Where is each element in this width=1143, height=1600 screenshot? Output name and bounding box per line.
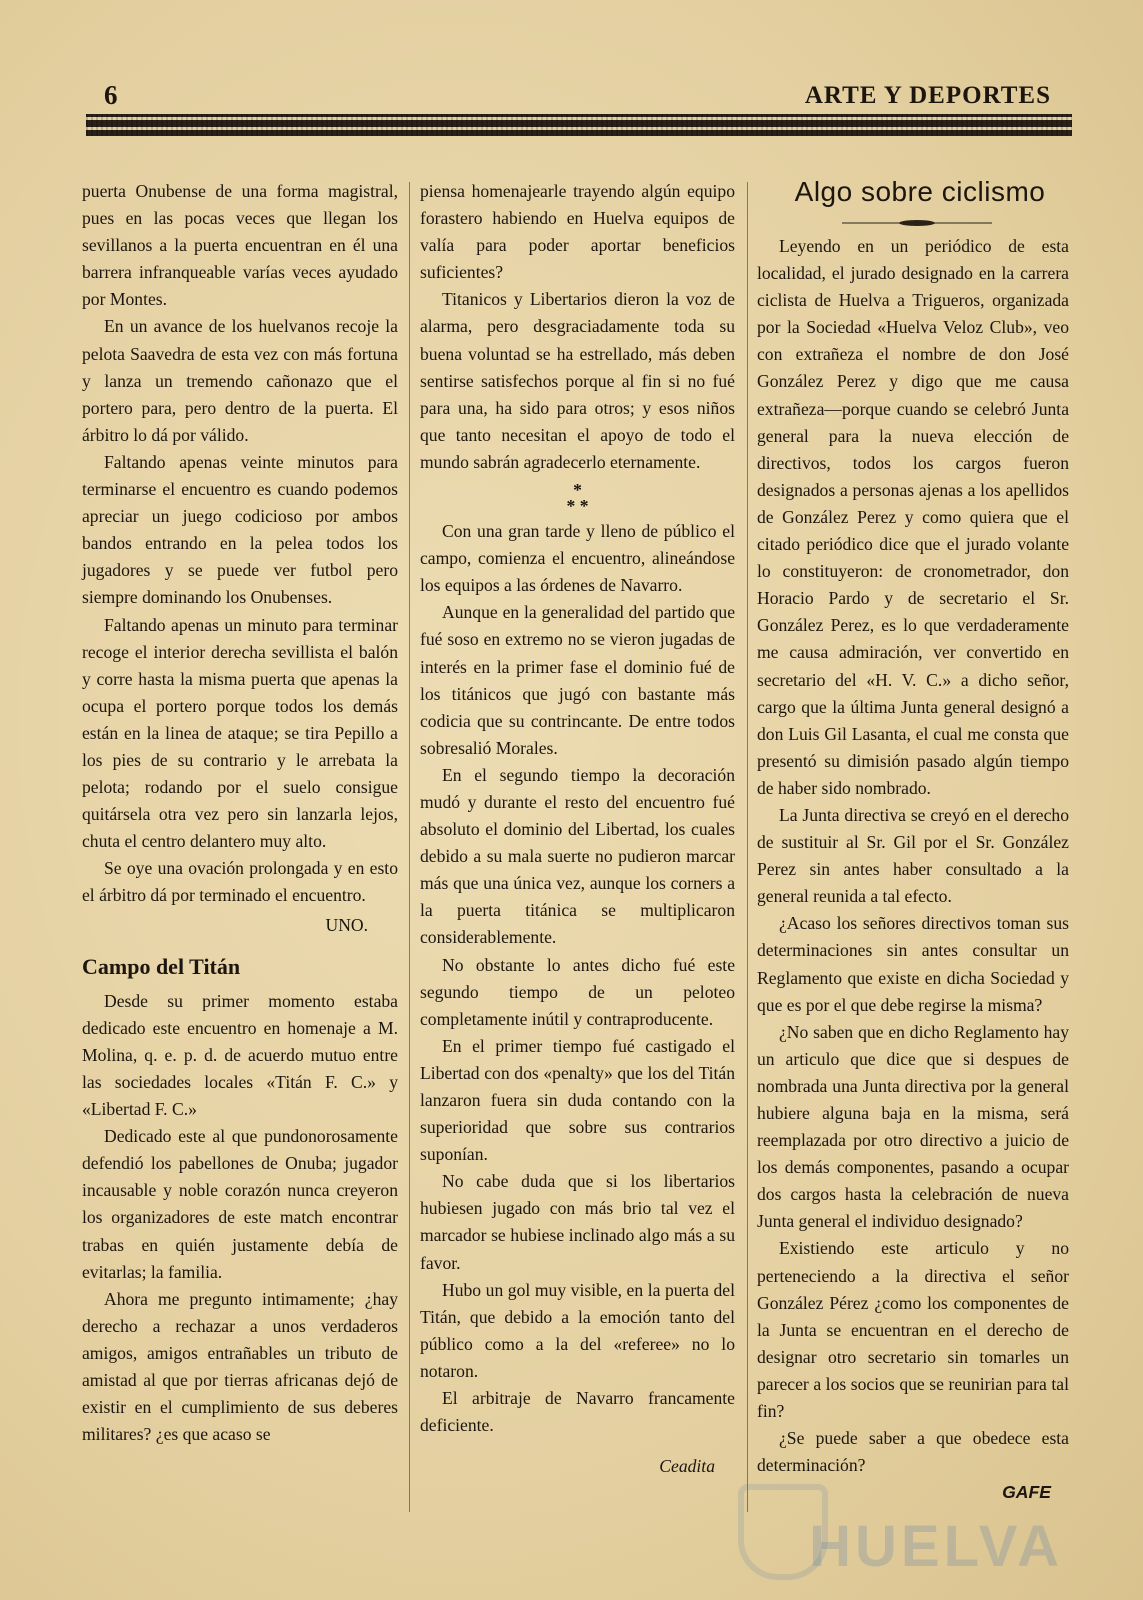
paragraph: ¿Se puede saber a que obedece esta determinación? — [757, 1428, 1069, 1476]
paragraph: Leyendo en un periódico de esta localidad, el jurado designado en la carrera ciclista de Huelva a Trigueros, organizada por la Sociedad «Huelva Veloz Club», veo con extrañeza el nombre de don José González Perez y digo que me causa extrañeza—porque cuando se celebró Junta general para la nueva elección de directivos, todos los cargos fueron designados a personas ajenas a los apellidos de González Perez y como quiera que el citado periódico dice que el jurado volante lo constituyeron: de cronometrador, don Horacio Pardo y de secretario el Sr. González Perez, es lo que verdaderamente me causa admiración, ver convertido en secretario del «H. V. C.» a dicho señor, cargo que la última Junta general designó a don Luis Gil Lasanta, el cual me consta que presentó su dimisión pasado algún tiempo de haber sido nombrado. — [757, 236, 1069, 798]
paragraph: Existiendo este articulo y no perteneciendo a la directiva el señor González Pérez ¿como los componentes de la Junta se encuentran en el derecho de designar otro secretario sin tomarles un parecer a los socios que se reunirian para tal fin? — [757, 1238, 1069, 1422]
watermark-text: HUELVA — [809, 1514, 1063, 1579]
paragraph: Titanicos y Libertarios dieron la voz de alarma, pero desgraciadamente toda su buena voluntad se ha estrellado, más deben sentirse satisfechos porque al fin si no fué para una, ha sido para otros; y esos niños que tanto necesitan el apoyo de todo el mundo sabrán agradecerlo eternamente. — [420, 289, 735, 472]
header-rule — [86, 114, 1072, 136]
paragraph: Dedicado este al que pundonorosamente defendió los pabellones de Onuba; jugador incausable y noble corazón nunca creyeron los organizadores de este match encontrar trabas en quién justamente debía de evitarlas; la familia. — [82, 1126, 398, 1282]
paragraph: En el primer tiempo fué castigado el Libertad con dos «penalty» que los del Titán lanzaron fuera sin duda contando con la superioridad que sobre sus contrarios suponían. — [420, 1035, 735, 1165]
paragraph: Desde su primer momento estaba dedicado este encuentro en homenaje a M. Molina, q. e. p. d. de acuerdo mutuo entre las sociedades locales «Titán F. C.» y «Libertad F. C.» — [82, 990, 398, 1120]
paragraph: Se oye una ovación prolongada y en esto el árbitro dá por terminado el encuentro. — [82, 858, 398, 906]
paragraph: El arbitraje de Navarro francamente deficiente. — [420, 1388, 735, 1436]
column-divider-1 — [409, 182, 410, 1512]
paragraph: En un avance de los huelvanos recoje la pelota Saavedra de esta vez con más fortuna y lanza un tremendo cañonazo que el portero para, pero dentro de la puerta. El árbitro lo dá por válido. — [82, 316, 398, 445]
paragraph: En el segundo tiempo la decoración mudó y durante el resto del encuentro fué absoluto el dominio del Libertad, los cuales debido a su mala suerte no pudieron marcar más que una única vez, aunque los corners a la puerta titánica se multiplicaron considerablemente. — [420, 764, 735, 948]
paragraph: Con una gran tarde y lleno de público el campo, comienza el encuentro, alineándose los equipos a las órdenes de Navarro. — [420, 521, 735, 596]
paragraph: ¿Acaso los señores directivos toman sus determinaciones sin antes consultar un Reglamento que existe en dicha Sociedad y que es por el que debe regirse la misma? — [757, 913, 1069, 1015]
column-2 — [420, 178, 735, 1480]
running-title: ARTE Y DEPORTES — [804, 82, 1051, 109]
asterism-top: * — [573, 480, 582, 501]
asterism — [420, 480, 735, 517]
paragraph: Faltando apenas un minuto para terminar recoge el interior derecha sevillista el balón y corre hasta la misma puerta que apenas la ocupa el portero porque todos los demás están en la linea de ataque; se tira Pepillo a los pies de su contrario y le arrebata la pelota; rodando por el suelo consigue quitársela otra vez pero sin lanzarla lejos, chuta el centro delantero muy alto. — [82, 614, 398, 852]
title-ornament — [842, 219, 992, 227]
paragraph: Ahora me pregunto intimamente; ¿hay derecho a rechazar a unos verdaderos amigos, amigos entrañables un tributo de amistad al que por tierras africanas dejó de existir en el cumplimiento de sus deberes militares? ¿es que acaso se — [82, 1288, 398, 1445]
paragraph: La Junta directiva se creyó en el derecho de sustituir al Sr. Gil por el Sr. González Perez sin antes haber consultado a la general reunida a tal efecto. — [757, 804, 1069, 907]
page-number: 6 — [104, 80, 119, 110]
asterism-bottom: * * — [566, 496, 589, 517]
paragraph: Faltando apenas veinte minutos para terminarse el encuentro es cuando podemos apreciar un juego codicioso por ambos bandos entrando en la pelea todos los jugadores y se puede ver futbol pero siempre dominando los Onubenses. — [82, 451, 398, 608]
column-divider-2 — [747, 182, 748, 1512]
article-signature: Ceadita — [659, 1456, 715, 1477]
paragraph: puerta Onubense de una forma magistral, pues en las pocas veces que llegan los sevillanos a la puerta encuentran en él una barrera infranqueable varías veces ayudado por Montes. — [82, 181, 398, 310]
paragraph: ¿No saben que en dicho Reglamento hay un articulo que dice que si despues de nombrada una Junta directiva por la general hubiere alguna baja en la misma, será reemplazada por otro directivo a juicio de los demás componentes, pasando a ocupar dos cargos hasta la celebración de nueva Junta general el individuo designado? — [757, 1021, 1069, 1232]
article-signature: UNO. — [325, 914, 368, 935]
paragraph: No cabe duda que si los libertarios hubiesen jugado con más brio tal vez el marcador se hubiese inclinado algo más a su favor. — [420, 1171, 735, 1273]
paragraph: Aunque en la generalidad del partido que fué soso en extremo no se vieron jugadas de interés en la primer fase el dominio fué de los titánicos que jugó con bastante más codicia que su contrincante. De entre todos sobresalió Morales. — [420, 602, 735, 758]
paragraph: No obstante lo antes dicho fué este segundo tiempo de un peloteo completamente inútil y contraproducente. — [420, 954, 735, 1029]
paragraph: piensa homenajearle trayendo algún equipo forastero habiendo en Huelva equipos de valía para poder aportar beneficios suficientes? — [420, 181, 735, 283]
paragraph: Hubo un gol muy visible, en la puerta del Titán, que debido a la emoción tanto del público como a la del «referee» no lo notaron. — [420, 1279, 735, 1381]
article-signature: GAFE — [1002, 1482, 1051, 1503]
column-3 — [757, 233, 1069, 1506]
section-title: Campo del Titán — [82, 953, 241, 979]
article-title: Algo sobre ciclismo — [794, 176, 1046, 207]
column-1 — [82, 178, 398, 1448]
